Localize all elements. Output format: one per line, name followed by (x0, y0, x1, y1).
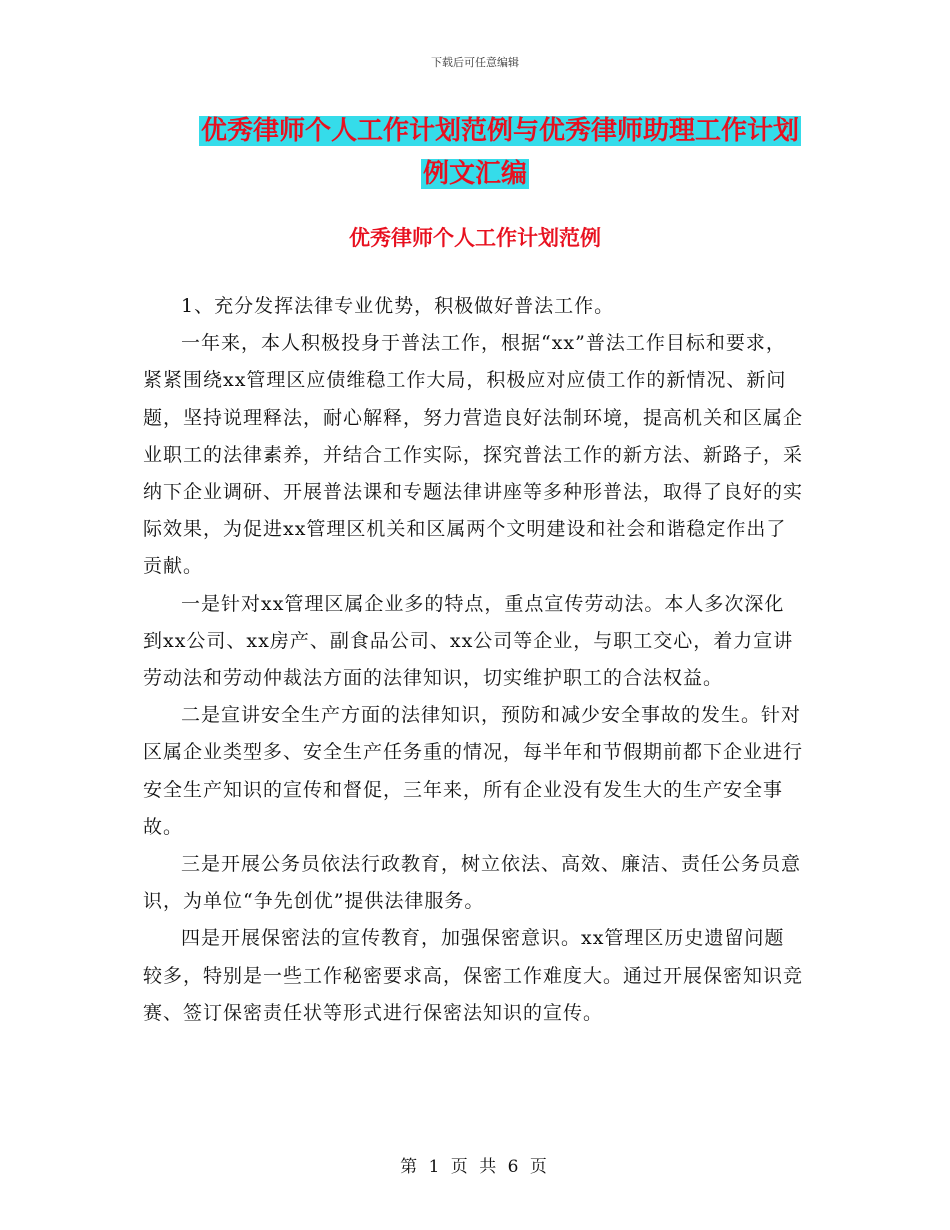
paragraph: 三是开展公务员依法行政教育，树立依法、高效、廉洁、责任公务员意识，为单位“争先创优”提供法律服务。 (143, 853, 802, 913)
page-footer: 第 1 页 共 6 页 (400, 1157, 550, 1177)
paragraph: 二是宣讲安全生产方面的法律知识，预防和减少安全事故的发生。针对区属企业类型多、安全生产任务重的情况，每半年和节假期前都下企业进行安全生产知识的宣传和督促，三年来，所有企业没有发生大的生产安全事故。 (143, 704, 804, 838)
document-title-line-2 (0, 155, 950, 193)
paragraph: 四是开展保密法的宣传教育，加强保密意识。xx管理区历史遗留问题较多，特别是一些工作秘密要求高，保密工作难度大。通过开展保密知识竞赛、签订保密责任状等形式进行保密法知识的宣传。 (143, 927, 804, 1024)
document-title-highlight-2: 例文汇编 (422, 159, 527, 189)
document-title-line-1 (0, 112, 950, 150)
paragraph: 1、充分发挥法律专业优势，积极做好普法工作。 (181, 295, 615, 317)
document-body (143, 288, 803, 1032)
paragraph: 一年来，本人积极投身于普法工作，根据“xx”普法工作目标和要求，紧紧围绕xx管理区应债维稳工作大局，积极应对应债工作的新情况、新问题，坚持说理释法，耐心解释，努力营造良好法制环境，提高机关和区属企业职工的法律素养，并结合工作实际，探究普法工作的新方法、新路子，采纳下企业调研、开展普法课和专题法律讲座等多种形普法，取得了良好的实际效果，为促进xx管理区机关和区属两个文明建设和社会和谐稳定作出了贡献。 (143, 332, 804, 578)
document-title-highlight-1: 优秀律师个人工作计划范例与优秀律师助理工作计划 (200, 116, 799, 146)
header-note: 下载后可任意编辑 (431, 56, 519, 69)
section-heading: 优秀律师个人工作计划范例 (349, 225, 601, 250)
paragraph: 一是针对xx管理区属企业多的特点，重点宣传劳动法。本人多次深化到xx公司、xx房产、副食品公司、xx公司等企业，与职工交心，着力宣讲劳动法和劳动仲裁法方面的法律知识，切实维护职工的合法权益。 (143, 592, 794, 690)
